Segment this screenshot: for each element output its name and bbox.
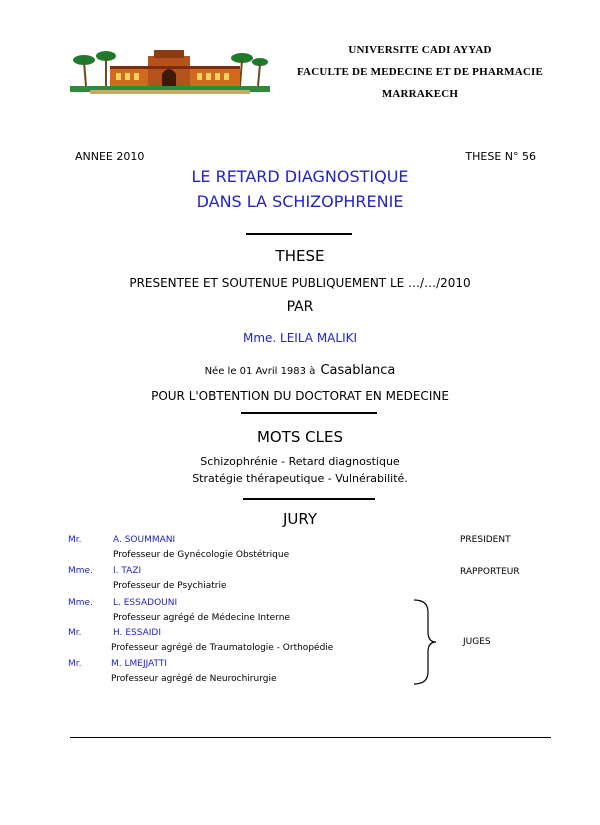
jury-member-name: M. LMEJJATTI [111,659,168,669]
thesis-year: ANNEE 2010 [75,150,145,163]
judges-brace [410,598,440,686]
title-line-2: DANS LA SCHIZOPHRENIE [196,192,404,211]
city-name: MARRAKECH [381,88,459,100]
faculty-name: FACULTE DE MEDECINE ET DE PHARMACIE [296,66,544,78]
birth-date: Née le 01 Avril 1983 à [204,366,316,377]
jury-label: JURY [282,510,318,528]
title-line-1: LE RETARD DIAGNOSTIQUE [191,167,409,186]
jury-member-desc: Professeur de Psychiatrie [113,581,227,591]
jury-member-title: Mme. [68,566,93,576]
jury-member-desc: Professeur de Gynécologie Obstétrique [113,550,290,560]
jury-member-title: Mr. [68,535,82,545]
footer-rule [70,737,551,738]
jury-member-title: Mr. [68,659,82,669]
keywords-line-2: Stratégie thérapeutique - Vulnérabilité. [192,472,408,485]
jury-role: PRESIDENT [460,535,511,545]
jury-member-name: A. SOUMMANI [113,535,176,545]
jury-member-desc: Professeur agrégé de Neurochirurgie [111,674,277,684]
keywords-label: MOTS CLES [256,428,344,446]
jury-member-desc: Professeur agrégé de Traumatologie - Orthopédie [111,643,334,653]
jury-member-name: I. TAZI [113,566,142,576]
birth-info [0,359,600,378]
presented-line: PRESENTEE ET SOUTENUE PUBLIQUEMENT LE …/…/2010 [129,276,471,290]
thesis-label: THESE [275,247,325,265]
judges-label: JUGES [463,637,491,647]
by-label: PAR [286,299,314,315]
author-name: Mme. LEILA MALIKI [242,331,358,345]
thesis-number: THESE N° 56 [465,150,536,163]
jury-member-name: H. ESSAIDI [113,628,162,638]
jury-member-name: L. ESSADOUNI [113,598,178,608]
faculty-logo [70,46,270,96]
birth-city: Casablanca [320,363,396,378]
keywords-line-1: Schizophrénie - Retard diagnostique [200,455,400,468]
divider [243,498,375,500]
jury-member-title: Mme. [68,598,93,608]
purpose-line: POUR L'OBTENTION DU DOCTORAT EN MEDECINE [151,389,449,403]
university-name: UNIVERSITE CADI AYYAD [348,44,492,56]
jury-member-title: Mr. [68,628,82,638]
divider [241,412,377,414]
jury-member-desc: Professeur agrégé de Médecine Interne [113,613,290,623]
divider [246,233,352,235]
jury-role: RAPPORTEUR [460,567,520,577]
